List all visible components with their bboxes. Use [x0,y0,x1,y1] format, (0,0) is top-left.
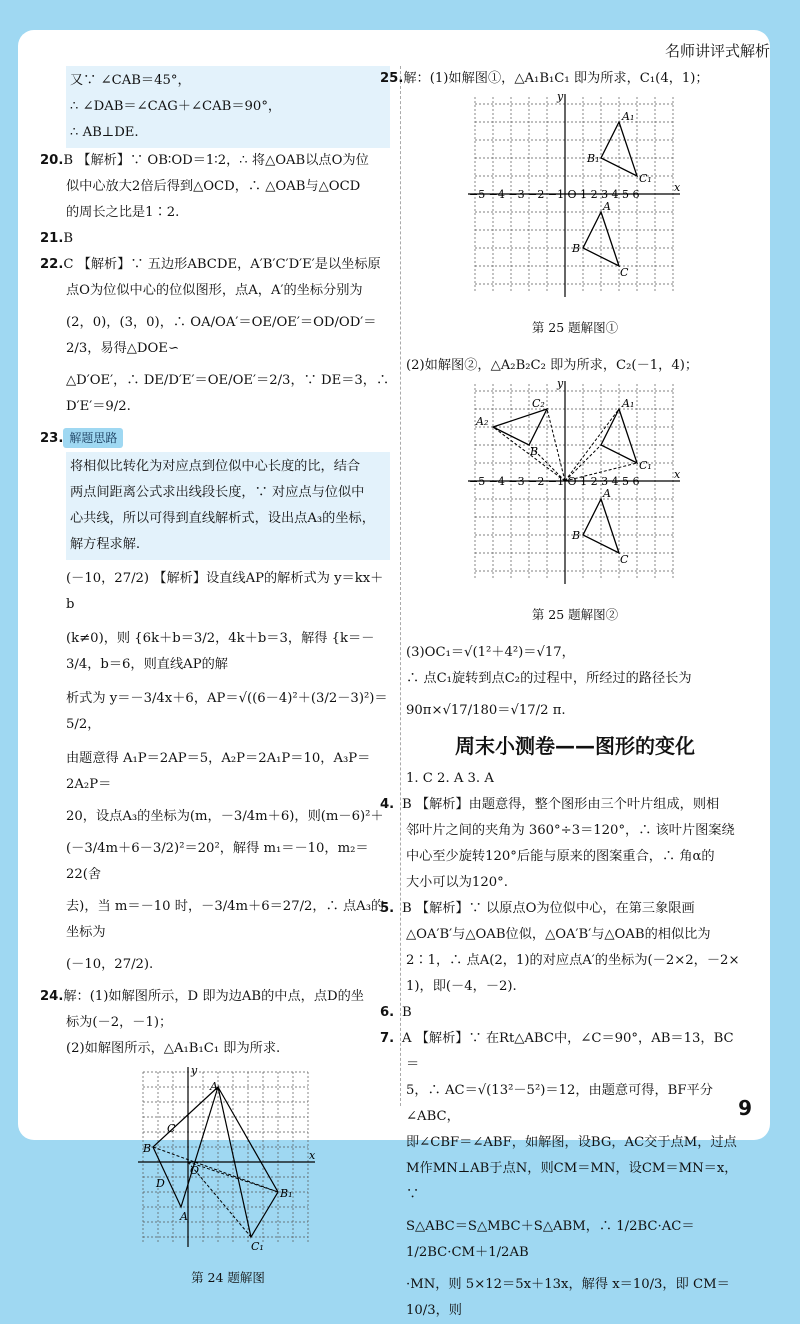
edge-tab [782,32,800,72]
origin-label: O [190,1164,200,1177]
answer-text: 解：(1)如解图①，△A₁B₁C₁ 即为所求，C₁(4，1)； [403,71,709,86]
point-label: C [620,553,629,566]
point-label: D [156,1177,165,1190]
dashed-ray [565,409,619,481]
point-label: C₁ [639,172,652,185]
question-number: 21. [40,231,64,246]
answer-text: 由题意得 A₁P＝2AP＝5，A₂P＝2A₁P＝10，A₃P＝2A₂P＝ [66,751,371,792]
answer-text: △OA′B′与△OAB位似，△OA′B′与△OAB的相似比为 [406,927,711,942]
point-label: A [603,487,611,500]
point-label: A [180,1210,188,1223]
question-21 [40,226,390,252]
proof-line: ∴ AB⊥DE. [70,125,139,140]
answer-text: 大小可以为120°. [406,875,508,890]
idea-text: 心共线，所以可得到直线解析式，设出点A₃的坐标， [70,511,375,526]
proof-line: 又∵ ∠CAB＝45°， [70,73,191,88]
question-4 [380,792,744,818]
question-20 [40,148,390,174]
answer-text: (－10，27/2) 【解析】设直线AP的解析式为 y＝kx＋b [66,571,384,612]
question-23 [40,426,390,452]
answer-text: 20，设点A₃的坐标为(m，－3/4m＋6)，则(m－6)²＋ [66,809,384,824]
question-number: 22. [40,257,64,272]
axis-label-y: y [557,379,564,390]
point-label: C [167,1122,176,1135]
question-7 [380,1026,744,1078]
answer-text: S△ABC＝S△MBC＋S△ABM，∴ 1/2BC·AC＝1/2BC·CM＋1/2AB [406,1219,695,1260]
point-label: B [572,529,581,542]
continued-proof [66,66,390,148]
point-label: B [530,445,539,458]
question-25 [380,66,744,92]
answer-text: 2∶1，∴ 点A(2，1)的对应点A′的坐标为(－2×2，－2× [406,953,740,968]
point-label: C₂ [532,397,545,410]
answer-text: (3)OC₁＝√(1²＋4²)＝√17， [406,645,575,660]
solution-idea-box [66,452,390,560]
question-24 [40,984,390,1010]
axis-label-x: x [674,181,681,194]
point-label: C [620,266,629,279]
answer-text: 析式为 y＝－3/4x＋6，AP＝√((6－4)²＋(3/2－3)²)＝5/2， [66,691,388,732]
answer-text: A 【解析】∵ 在Rt△ABC中，∠C＝90°，AB＝13，BC＝ [402,1031,734,1072]
question-number: 4. [380,797,395,812]
axis-label-y: y [557,92,564,103]
answer-text: 中心至少旋转120°后能与原来的图案重合，∴ 角α的 [406,849,715,864]
idea-text: 将相似比转化为对应点到位似中心长度的比，结合 [70,459,361,474]
point-label: B [143,1142,152,1155]
answer-text: 即∠CBF＝∠ABF，如解图，设BG，AC交于点M，过点 [406,1135,737,1150]
left-column [40,66,390,1303]
answer-text: 5，∴ AC＝√(13²－5²)＝12，由题意可得，BF平分∠ABC， [406,1083,713,1124]
right-column [380,66,744,1324]
tick-labels: −5 −4 −3 −2 −1 O 1 2 3 4 5 6 [469,475,640,488]
answer-text: 1. C 2. A 3. A [406,771,494,786]
question-number: 25. [380,71,404,86]
point-label: A [210,1080,218,1093]
answer-text: 90π×√17/180＝√17/2 π. [406,703,566,718]
question-number: 6. [380,1005,395,1020]
point-label: B [572,242,581,255]
grid [143,1072,308,1242]
answer-text: 似中心放大2倍后得到△OCD，∴ △OAB与△OCD [66,179,361,194]
point-label: C₁ [251,1240,264,1252]
answer-text: ∴ 点C₁旋转到点C₂的过程中，所经过的路径长为 [406,671,692,686]
page-number: 9 [738,1096,752,1120]
question-number: 5. [380,901,395,916]
figure-25-1 [460,92,690,302]
point-label: A₂ [476,415,489,428]
point-label: A₁ [622,110,635,123]
answer-text: (k≠0)，则 {6k＋b＝3/2，4k＋b＝3，解得 {k＝－3/4，b＝6，则直线AP的解 [66,631,375,672]
question-5 [380,896,744,922]
question-number: 7. [380,1031,395,1046]
question-22 [40,252,390,278]
dashed-ray [547,409,565,481]
answer-text: B 【解析】由题意得，整个图形由三个叶片组成，则相 [402,797,720,812]
axis-label-x: x [674,468,681,481]
answer-text: B [63,231,74,246]
answer-text: (－3/4m＋6－3/2)²＝20²，解得 m₁＝－10，m₂＝22(舍 [66,841,369,882]
question-number: 20. [40,153,64,168]
answer-text: 解：(1)如解图所示，D 即为边AB的中点，点D的坐 [63,989,364,1004]
dashed-ray [153,1147,278,1192]
tick-labels: −5 −4 −3 −2 −1 O 1 2 3 4 5 6 [469,188,640,201]
answer-text: (2)如解图②，△A₂B₂C₂ 即为所求，C₂(－1，4)； [406,358,699,373]
page-header: 名师讲评式解析 [664,42,770,60]
point-label: A₁ [622,397,635,410]
answer-text: 1)，即(－4，－2). [406,979,517,994]
answer-text: (2，0)，(3，0)，∴ OA/OA′＝OE/OE′＝OD/OD′＝2/3，易得△DOE∽ [66,315,377,356]
section-title: 周末小测卷——图形的变化 [455,734,695,758]
answer-text: (－10，27/2). [66,957,154,972]
point-label: A [603,200,611,213]
answer-text: 的周长之比是1∶2. [66,205,180,220]
question-6 [380,1000,744,1026]
column-divider [400,66,401,1106]
answer-text: B 【解析】∵ OB∶OD＝1∶2，∴ 将△OAB以点O为位 [63,153,369,168]
figure-caption: 第 25 题解图① [531,319,619,335]
answer-text: (2)如解图所示，△A₁B₁C₁ 即为所求. [66,1041,281,1056]
figure-caption: 第 25 题解图② [531,606,619,622]
figure-24 [133,1062,323,1252]
answer-text: ·MN，则 5×12＝5x＋13x，解得 x＝10/3，即 CM＝10/3，则 [406,1277,730,1318]
answer-text: 去)，当 m＝－10 时，－3/4m＋6＝27/2，∴ 点A₃的坐标为 [66,899,385,940]
answer-text: 邻叶片之间的夹角为 360°÷3＝120°，∴ 该叶片图案绕 [406,823,735,838]
answer-text: M作MN⊥AB于点N，则CM＝MN，设CM＝MN＝x，∵ [406,1161,738,1202]
question-number: 23. [40,431,64,446]
answer-text: B [402,1005,412,1020]
point-label: C₁ [639,459,652,472]
point-label: B₁ [280,1187,293,1200]
axis-label-x: x [309,1149,316,1162]
question-number: 24. [40,989,64,1004]
idea-text: 解方程求解. [70,537,141,552]
answer-text: 点O为位似中心的位似图形，点A，A′的坐标分别为 [66,283,363,298]
answer-text: 标为(－2，－1)； [66,1015,173,1030]
idea-text: 两点间距离公式求出线段长度，∵ 对应点与位似中 [70,485,365,500]
proof-line: ∴ ∠DAB＝∠CAG＋∠CAB＝90°， [70,99,282,114]
axis-label-y: y [191,1064,198,1077]
answer-text: C 【解析】∵ 五边形ABCDE，A′B′C′D′E′是以坐标原 [63,257,381,272]
figure-caption: 第 24 题解图 [191,1269,265,1285]
answer-text: △D′OE′，∴ DE/D′E′＝OE/OE′＝2/3，∵ DE＝3，∴ D′E′＝9/2. [66,373,390,414]
figure-25-2 [460,379,690,589]
point-label: B₁ [587,152,600,165]
answer-text: B 【解析】∵ 以原点O为位似中心，在第三象限画 [402,901,695,916]
tip-badge: 解题思路 [63,428,123,448]
